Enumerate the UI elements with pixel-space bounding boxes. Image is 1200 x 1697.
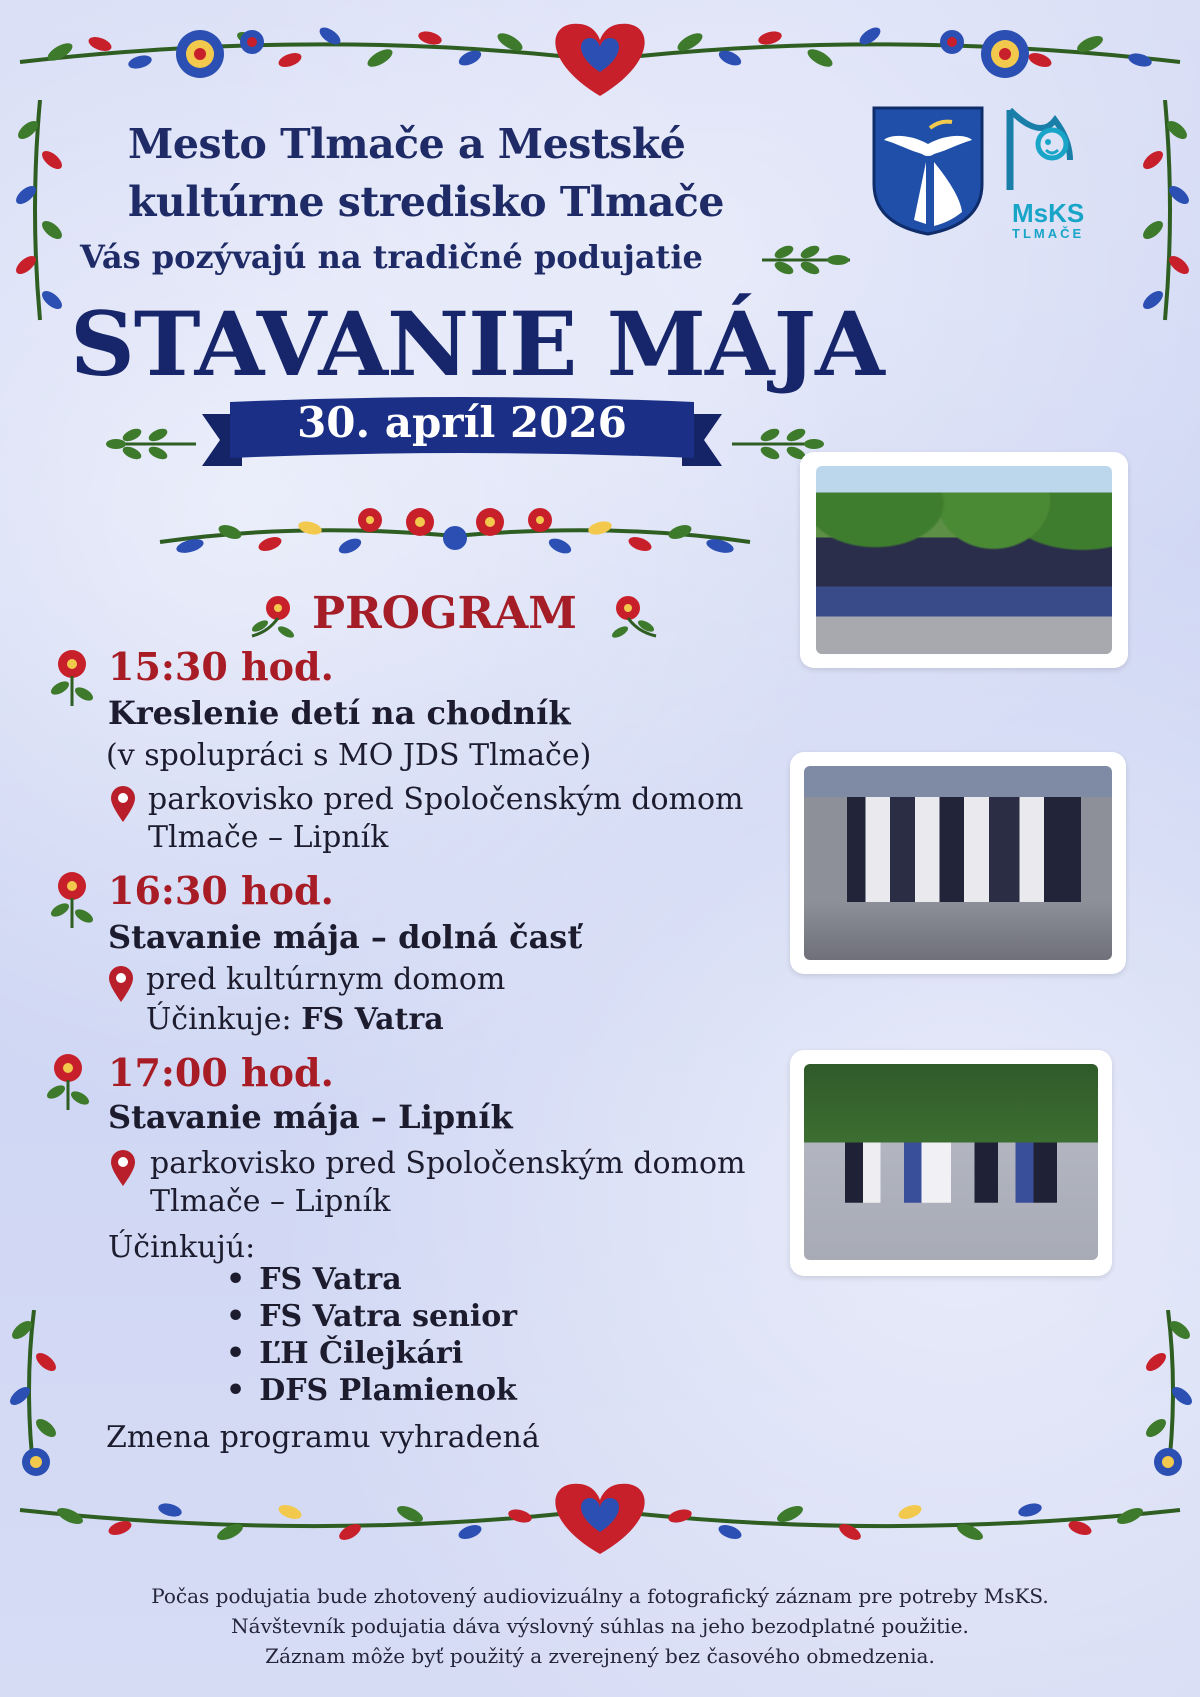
photo-frame-1 — [800, 452, 1128, 668]
event-3-place-line-1: parkovisko pred Spoločenským domom — [150, 1146, 746, 1181]
event-title: STAVANIE MÁJA — [70, 292, 884, 396]
performers-list — [226, 1262, 517, 1410]
photo-frame-2 — [790, 752, 1126, 974]
event-2-place-line-1: pred kultúrnym domom — [146, 962, 506, 997]
list-item: • DFS Plamienok — [226, 1373, 517, 1410]
folk-border-right-top — [1135, 100, 1195, 330]
photo-dancers-circle — [804, 766, 1112, 960]
program-heading: PROGRAM — [312, 588, 577, 639]
msks-city: TLMAČE — [1012, 226, 1085, 241]
msks-logo — [1000, 100, 1110, 241]
event-1-place-line-2: Tlmače – Lipník — [148, 820, 389, 855]
program-flower-right-icon — [606, 592, 662, 644]
location-pin-icon — [110, 786, 136, 824]
footer-line-3: Záznam môže byť použitý a zverejnený bez časového obmedzenia. — [265, 1644, 935, 1668]
folk-border-left-bottom — [4, 1310, 64, 1480]
event-3-time: 17:00 hod. — [108, 1050, 334, 1095]
event-1-note: (v spolupráci s MO JDS Tlmače) — [106, 738, 592, 773]
list-item: • ĽH Čilejkári — [226, 1336, 517, 1373]
footer-line-2: Návštevník podujatia dáva výslovný súhlas na jeho bezodplatné použitie. — [231, 1614, 969, 1638]
coat-of-arms-icon — [870, 104, 986, 236]
organizer-line-1: Mesto Tlmače a Mestské — [128, 120, 686, 168]
location-pin-icon — [110, 1150, 136, 1188]
location-pin-icon — [108, 966, 134, 1004]
event-3-flower-icon — [38, 1052, 94, 1114]
event-3-place-line-2: Tlmače – Lipník — [150, 1184, 391, 1219]
msks-mask-icon — [1000, 100, 1110, 196]
event-3-title: Stavanie mája – Lipník — [108, 1098, 513, 1136]
folk-border-top — [0, 0, 1200, 110]
invitation-text: Vás pozývajú na tradičné podujatie — [80, 238, 703, 276]
program-flower-left-icon — [246, 592, 302, 644]
folk-border-right-bottom — [1138, 1310, 1198, 1480]
photo-frame-3 — [790, 1050, 1112, 1276]
event-2-performer-label: Účinkuje: — [146, 1002, 292, 1037]
folk-border-left-top — [10, 100, 70, 330]
event-1-title: Kreslenie detí na chodník — [108, 694, 571, 732]
event-2-flower-icon — [42, 870, 98, 932]
leaf-sprig-left-icon — [102, 424, 198, 464]
msks-name: MsKS — [1012, 198, 1085, 228]
event-2-performer — [146, 1002, 444, 1037]
event-1-place-line-1: parkovisko pred Spoločenským domom — [148, 782, 744, 817]
event-1-time: 15:30 hod. — [108, 644, 334, 689]
leaf-sprig-icon — [760, 242, 852, 278]
program-change-note: Zmena programu vyhradená — [106, 1420, 540, 1455]
event-2-title: Stavanie mája – dolná časť — [108, 918, 583, 956]
floral-divider — [150, 502, 760, 572]
event-2-time: 16:30 hod. — [108, 868, 334, 913]
event-3-performers-label: Účinkujú: — [108, 1230, 256, 1265]
organizer-line-2: kultúrne stredisko Tlmače — [128, 178, 724, 226]
footer-line-1: Počas podujatia bude zhotovený audiovizuálny a fotografický záznam pre potreby MsKS. — [151, 1584, 1049, 1608]
photo-dancers-with-jugs — [804, 1064, 1098, 1260]
folk-border-bottom — [0, 1460, 1200, 1560]
event-2-performer-name: FS Vatra — [301, 1002, 444, 1037]
event-date: 30. apríl 2026 — [297, 398, 627, 447]
photo-group-of-dancers — [816, 466, 1112, 654]
event-1-flower-icon — [42, 648, 98, 710]
list-item: • FS Vatra senior — [226, 1299, 517, 1336]
list-item: • FS Vatra — [226, 1262, 517, 1299]
